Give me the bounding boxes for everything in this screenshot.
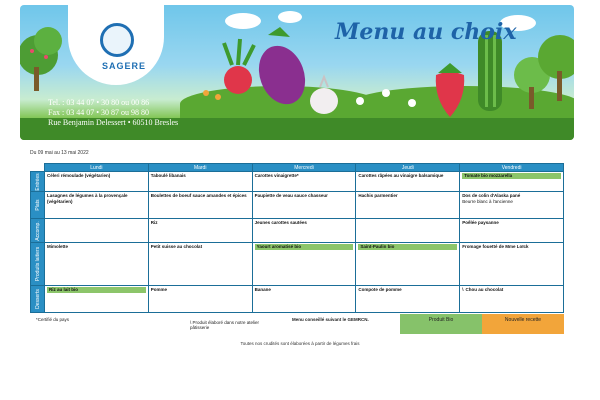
day-header-row	[31, 164, 564, 172]
table-row	[31, 243, 564, 286]
dish-name-bio: Saint-Paulin bio	[358, 244, 457, 250]
category-text: Produits laitiers	[34, 247, 41, 282]
category-text: Desserts	[34, 289, 41, 310]
legend-new-recipe-label: Nouvelle recette	[504, 317, 542, 323]
table-corner	[31, 164, 45, 172]
day-header: Mercredi	[252, 164, 356, 172]
phone-number: Tel. : 03 44 07 • 30 80 ou 00 86	[48, 98, 150, 107]
table-row	[31, 218, 564, 242]
contact-info	[48, 98, 178, 128]
table-row	[31, 286, 564, 313]
logo-icon	[100, 23, 134, 57]
menu-cell	[460, 243, 564, 286]
legend-gemrcn: Menu conseillé suivant le GEMRCN.	[292, 317, 369, 322]
logo-text: SAGERE	[102, 61, 147, 71]
page-title: Menu au choix	[335, 19, 517, 45]
house-made-mark: \	[462, 287, 464, 293]
dish-name-bio: Tomate bio mozzarella	[462, 173, 561, 179]
address: Rue Benjamin Delessert • 60510 Bresles	[48, 118, 179, 127]
dish-name: Riz	[150, 219, 158, 225]
menu-table	[30, 163, 564, 313]
menu-cell	[148, 192, 252, 219]
menu-cell	[45, 218, 149, 242]
dish-name: Lasagnes de légumes à la provençale (végétarien)	[47, 193, 128, 205]
day-header: Vendredi	[460, 164, 564, 172]
category-label	[31, 218, 45, 242]
category-text: Entrées	[34, 173, 41, 191]
menu-cell	[252, 286, 356, 313]
dish-name-bio: Yaourt aromatisé bio	[255, 244, 354, 250]
menu-cell	[356, 286, 460, 313]
legend-certified: *Certifié du pays	[36, 317, 70, 322]
menu-cell	[148, 172, 252, 192]
category-text: Plats	[34, 199, 41, 211]
menu-cell	[45, 192, 149, 219]
category-text: Accomp.	[34, 220, 41, 241]
menu-cell	[356, 192, 460, 219]
day-header: Lundi	[45, 164, 149, 172]
menu-period: Du 09 mai au 13 mai 2022	[30, 150, 89, 156]
category-label	[31, 172, 45, 192]
dish-name: Carottes râpées au vinaigre balsamique	[358, 173, 444, 178]
dish-name: Pomme	[150, 287, 168, 293]
menu-cell	[460, 286, 564, 313]
dish-name: Hachis parmentier	[358, 193, 398, 199]
menu-cell	[252, 218, 356, 242]
menu-cell	[460, 172, 564, 192]
legend-new-recipe-box	[482, 314, 564, 334]
category-label	[31, 286, 45, 313]
menu-cell	[148, 243, 252, 286]
menu-cell	[356, 243, 460, 286]
dish-name: Paupiette de veau sauce chasseur	[254, 193, 328, 199]
day-header: Mardi	[148, 164, 252, 172]
menu-cell	[45, 243, 149, 286]
fax-number: Fax : 03 44 07 • 30 87 ou 98 80	[48, 108, 150, 117]
menu-cell	[148, 286, 252, 313]
menu-cell	[45, 286, 149, 313]
menu-cell	[252, 172, 356, 192]
table-row	[31, 172, 564, 192]
menu-cell	[148, 218, 252, 242]
legend-house-made: \ Produit élaboré dans notre atelier pâtisserie	[190, 320, 260, 330]
header-banner	[20, 5, 574, 140]
dish-name: Carottes vinaigrette*	[254, 173, 299, 178]
menu-cell	[356, 218, 460, 242]
day-header: Jeudi	[356, 164, 460, 172]
dish-name: Petit suisse au chocolat	[150, 244, 203, 250]
menu-cell	[252, 243, 356, 286]
dish-name: Céleri rémoulade (végétarien)	[47, 173, 111, 178]
menu-cell	[460, 192, 564, 219]
menu-cell	[460, 218, 564, 242]
dish-name: Dos de colin d'Alaska pané	[462, 193, 521, 199]
dish-name: Boulettes de boeuf sauce amandes et épices	[150, 193, 247, 199]
dish-name: Chou au chocolat	[465, 287, 504, 293]
footer-note: Toutes nos crudités sont élaborées à partir de légumes frais	[240, 341, 360, 346]
dish-name: Compote de pomme	[358, 287, 402, 293]
menu-cell	[45, 172, 149, 192]
dish-name: Fromage fouetté de Mme Loïck	[462, 244, 529, 250]
dish-name: Banane	[254, 287, 271, 293]
dish-name: Poêlée paysanne	[462, 219, 499, 225]
legend-bio-box	[400, 314, 482, 334]
legend-bio-label: Produit Bio	[428, 317, 454, 323]
category-label	[31, 243, 45, 286]
menu-cell	[356, 172, 460, 192]
dish-subtext: Beurre blanc à l'ancienne	[462, 199, 513, 205]
dish-name: Taboulé libanais	[150, 173, 186, 178]
menu-cell	[252, 192, 356, 219]
category-label	[31, 192, 45, 219]
dish-name-bio: Riz au lait bio	[47, 287, 146, 293]
dish-name: Jeunes carottes sautées	[254, 219, 307, 225]
dish-name: Mimolette	[47, 244, 69, 250]
legend	[30, 314, 564, 334]
table-row	[31, 192, 564, 219]
